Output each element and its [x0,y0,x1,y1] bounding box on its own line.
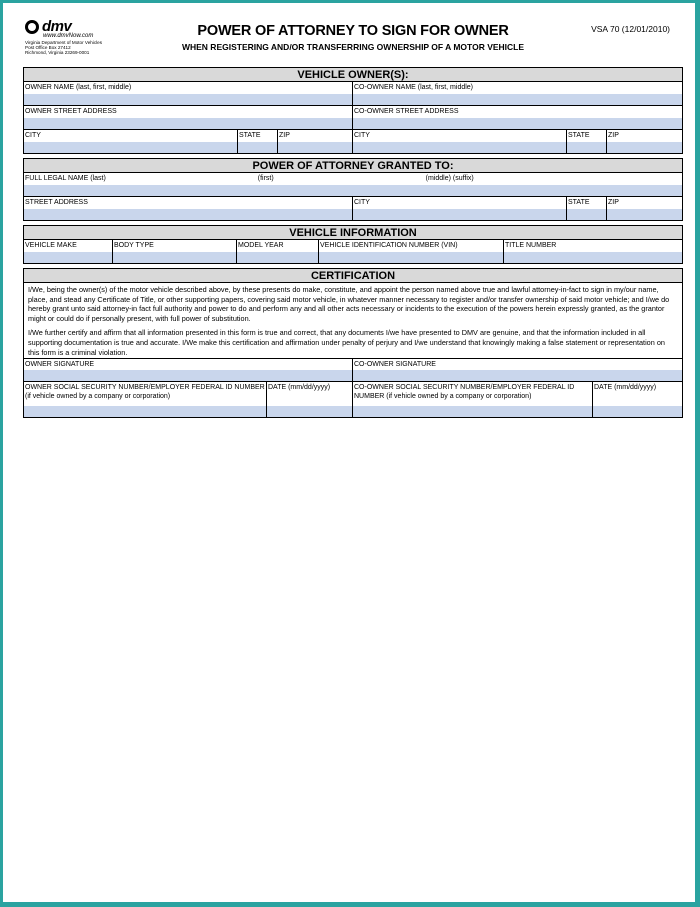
poa-form [23,67,683,418]
logo-address: Virginia Department of Motor Vehicles Post Office Box 27412 Richmond, Virginia 23269-0001 [25,40,103,56]
title-number-field[interactable]: TITLE NUMBER [504,240,682,263]
coowner-date-field[interactable]: DATE (mm/dd/yyyy) [593,382,682,417]
coowner-city-field[interactable]: CITY [353,130,567,153]
section-heading-certification: CERTIFICATION [23,268,683,283]
certification-paragraph-2: I/We further certify and affirm that all information presented in this form is true and correct, that any documents I/we have presented to DMV are genuine, and that the information included in all supporting documentation is true and accurate. I/We make this certification and affirmation under penalty of perjury and I/we understand that knowingly making a false statement or representation on this form is a criminal violation. [28,328,665,357]
section-heading-vehicle-info: VEHICLE INFORMATION [23,225,683,240]
form-title: POWER OF ATTORNEY TO SIGN FOR OWNER [197,23,509,39]
poa-full-name-field[interactable]: FULL LEGAL NAME (last) (first) (middle) (suffix) [24,173,682,196]
owner-signature-field[interactable]: OWNER SIGNATURE [24,359,353,381]
poa-address-row [23,197,683,221]
owner-city-field[interactable]: CITY [24,130,238,153]
dmv-logo [25,18,145,56]
owner-street-field[interactable]: OWNER STREET ADDRESS [24,106,353,129]
vin-field[interactable]: VEHICLE IDENTIFICATION NUMBER (VIN) [319,240,504,263]
certification-text [23,283,683,359]
ssn-row [23,382,683,418]
form-subtitle: WHEN REGISTERING AND/OR TRANSFERRING OWNERSHIP OF A MOTOR VEHICLE [181,42,525,52]
section-heading-poa: POWER OF ATTORNEY GRANTED TO: [23,158,683,173]
vehicle-info-row [23,240,683,264]
certification-paragraph-1: I/We, being the owner(s) of the motor vehicle described above, by these presents do make, constitute, and appoint the person named above true and lawful attorney-in-fact to sign in my/our name, place, and stead any Certificate of Title, or other supporting papers, covering said motor vehicle, in whatever manner necessary to register and/or transfer ownership of said motor vehicle; and I/we do hereby grant unto said attorney-in fact full authority and power to do and perform any and all other acts necessary or incidents to the execution of the powers herein expressly granted, as the grantor might or could do if personally present, with full power of substitution. [28,285,670,323]
coowner-name-field[interactable]: CO-OWNER NAME (last, first, middle) [353,82,682,105]
poa-zip-field[interactable]: ZIP [607,197,682,220]
signature-row [23,359,683,382]
coowner-signature-field[interactable]: CO-OWNER SIGNATURE [353,359,682,381]
poa-name-row [23,173,683,197]
logo-tagline: www.dmvNow.com [43,33,94,39]
owner-street-row [23,106,683,130]
poa-state-field[interactable]: STATE [567,197,607,220]
form-number: VSA 70 (12/01/2010) [591,24,670,34]
owner-state-field[interactable]: STATE [238,130,278,153]
model-year-field[interactable]: MODEL YEAR [237,240,319,263]
owner-name-field[interactable]: OWNER NAME (last, first, middle) [24,82,353,105]
owner-ssn-field[interactable]: OWNER SOCIAL SECURITY NUMBER/EMPLOYER FEDERAL ID NUMBER (if vehicle owned by a company or corporation) [24,382,267,417]
body-type-field[interactable]: BODY TYPE [113,240,237,263]
owner-date-field[interactable]: DATE (mm/dd/yyyy) [267,382,353,417]
poa-city-field[interactable]: CITY [353,197,567,220]
coowner-ssn-field[interactable]: CO-OWNER SOCIAL SECURITY NUMBER/EMPLOYER FEDERAL ID NUMBER (if vehicle owned by a company or corporation) [353,382,593,417]
dmv-swirl-icon [25,20,39,34]
vehicle-make-field[interactable]: VEHICLE MAKE [24,240,113,263]
owner-name-row [23,82,683,106]
coowner-zip-field[interactable]: ZIP [607,130,682,153]
form-page [3,3,695,902]
coowner-street-field[interactable]: CO-OWNER STREET ADDRESS [353,106,682,129]
poa-street-field[interactable]: STREET ADDRESS [24,197,353,220]
owner-city-row [23,130,683,154]
section-heading-vehicle-owners: VEHICLE OWNER(S): [23,67,683,82]
coowner-state-field[interactable]: STATE [567,130,607,153]
logo-text: dmv [42,18,72,35]
owner-zip-field[interactable]: ZIP [278,130,353,153]
